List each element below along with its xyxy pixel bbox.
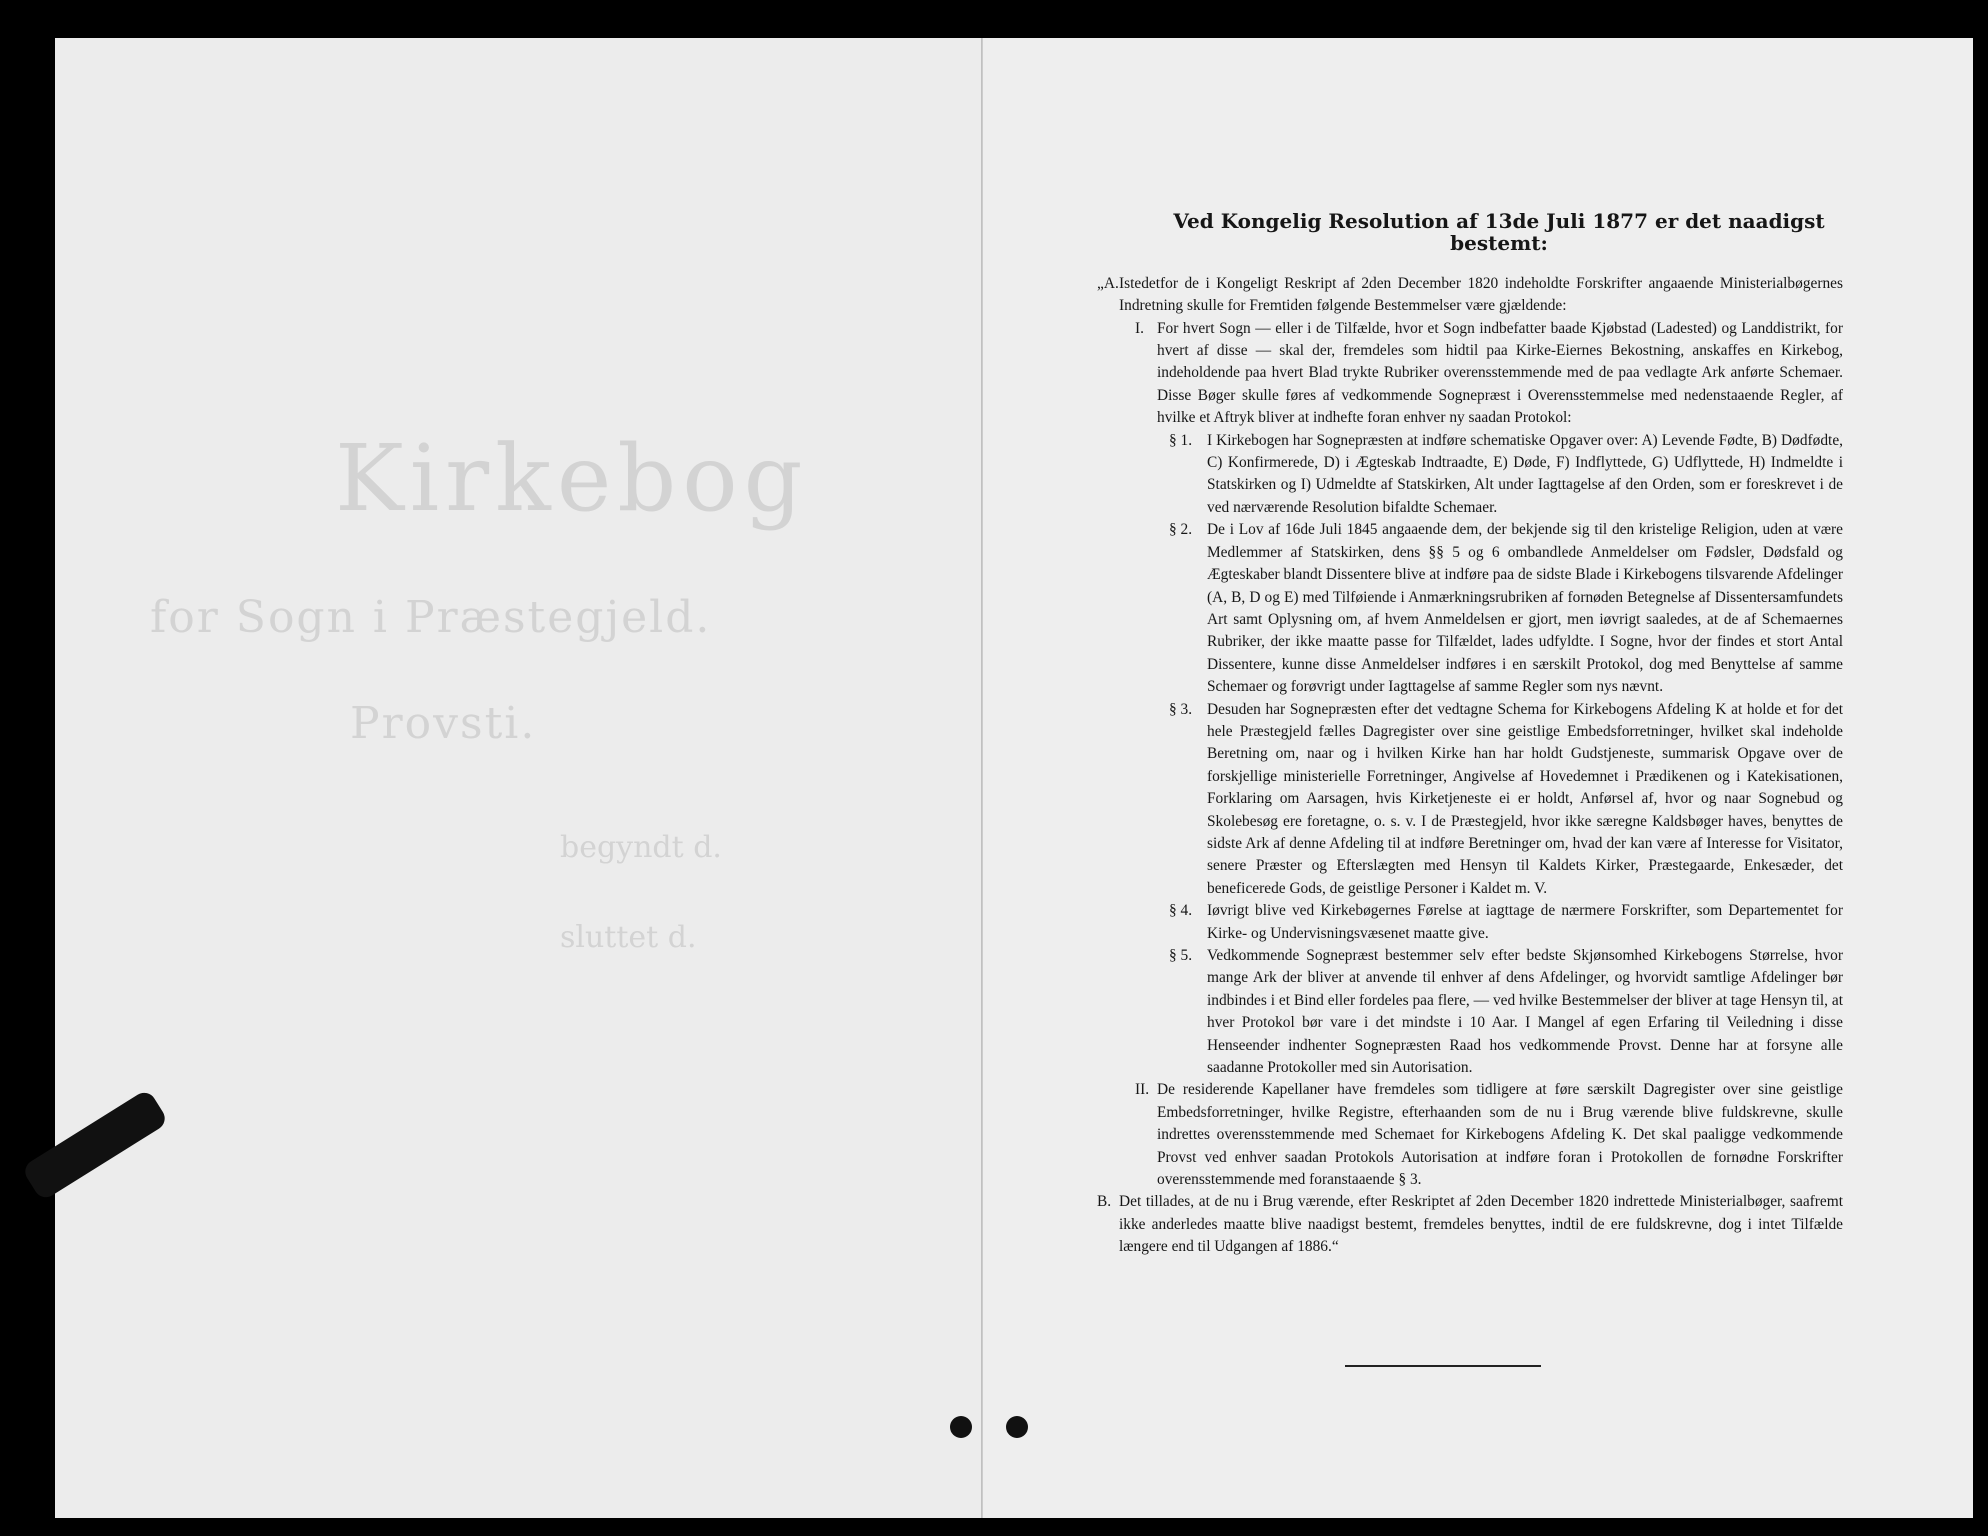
paragraph-4 [1169, 900, 1843, 945]
paragraph-text: De i Lov af 16de Juli 1845 angaaende dem, der bekjende sig til den kristelige Religion, uden at være Medlemmer af Statskirken, dens §§ 5 og 6 ombandlede Anmeldelser om Fødsler, Dødsfald og Ægteskaber blandt Dissentere blive at indføre paa de sidste Blade i Kirkebogens tilsvarende Afdelinger (A, B, D og E) med Tilføiende i Anmærkningsrubriken af fornøden Betegnelse af Dissentersamfundets Art samt Oplysning om, af hvem Anmeldelsen er gjort, men iøvrigt saaledes, at de af Schemaernes Rubriker, der ikke maatte passe for Tilfældet, lades udfyldte. I Sogne, hvor der findes et stort Antal Dissentere, kunne disse Anmeldelser indføres i en særskilt Protokol, dog med Benyttelse af samme Schemaer og forøvrigt under Iagttagelse af samme Regler som nys nævnt. [1207, 521, 1843, 696]
section-b [1097, 1191, 1843, 1258]
paragraph-label: § 5. [1169, 947, 1193, 964]
paragraph-text: I Kirkebogen har Sognepræsten at indføre schematiske Opgaver over: A) Levende Fødte, B) Dødfødte, C) Konfirmerede, D) i Ægteskab Indtraadte, E) Døde, F) Indflyttede, G) Udflyttede, H) Indmeldte i Statskirken og I) Udmeldte af Statskirken, Alt under Iagttagelse af den Orden, som er foreskrevet i de ved nærværende Resolution bifaldte Schemaer. [1207, 431, 1843, 516]
section-text: De residerende Kapellaner have fremdeles som tidligere at føre særskilt Dagregister over sine geistlige Embedsforretninger, hvilke Registre, efterhaanden som de nu i Brug værende blive fuldskrevne, skulle indrettes overensstemmende med Schemaet for Kirkebogens Afdeling K. Det skal paaligge vedkommende Provst ved enhver saadan Protokols Autorisation at indføre foran i Protokollen de fornødne Forskrifter overensstemmende med foranstaaende § 3. [1157, 1081, 1843, 1189]
section-text: Istedetfor de i Kongeligt Reskript af 2den December 1820 indeholdte Forskrifter angaaende Ministerialbøgernes Indretning skulle for Fremtiden følgende Bestemmelser være gjældende: [1119, 274, 1843, 315]
paragraph-label: § 3. [1169, 700, 1193, 718]
faded-ended-line: sluttet d. [560, 920, 697, 955]
paragraph-3 [1169, 699, 1843, 901]
section-a [1097, 273, 1843, 318]
section-i [1135, 318, 1843, 430]
paragraph-text: Iøvrigt blive ved Kirkebøgernes Førelse at iagttage de nærmere Forskrifter, som Departementet for Kirke- og Undervisningsvæsenet maatte give. [1207, 902, 1843, 942]
section-label: „A. [1097, 274, 1119, 292]
paragraph-label: § 2. [1169, 521, 1193, 539]
paragraph-5 [1169, 945, 1843, 1079]
section-ii [1135, 1079, 1843, 1191]
paragraph-label: § 1. [1169, 431, 1193, 449]
paragraph-label: § 4. [1169, 902, 1193, 920]
binding-hole-right [1006, 1416, 1028, 1438]
faded-deanery-line: Provsti. [350, 698, 537, 749]
section-label: II. [1135, 1081, 1150, 1099]
paragraph-2 [1169, 519, 1843, 698]
section-text: Det tillades, at de nu i Brug værende, efter Reskriptet af 2den December 1820 indrettede Ministerialbøger, saafremt ikke anderledes maatte blive naadigst bestemt, fremdeles benyttes, indtil de ere fuldskrevne, dog i intet Tilfælde længere end til Udgangen af 1886.“ [1119, 1193, 1843, 1256]
resolution-heading: Ved Kongelig Resolution af 13de Juli 1877 er det naadigst bestemt: [1173, 209, 1825, 256]
section-text: For hvert Sogn — eller i de Tilfælde, hvor et Sogn indbefatter baade Kjøbstad (Ladested) og Landdistrikt, for hvert af disse — skal der, fremdeles som hidtil paa Kirke-Eiernes Bekostning, anskaffes en Kirkebog, indeholdende paa hvert Blad trykte Rubriker overensstemmende med de paa vedlagte Ark anførte Schemaer. Disse Bøger skulle føres af vedkommende Sognepræst i Overensstemmelse med nedenstaaende Regler, af hvilke et Aftryk bliver at indhefte foran enhver ny saadan Protokol: [1157, 319, 1843, 427]
paragraph-1 [1169, 430, 1843, 520]
binding-hole-left [950, 1416, 972, 1438]
paragraph-text: Desuden har Sognepræsten efter det vedtagne Schema for Kirkebogens Afdeling K at holde et for det hele Præstegjeld fælles Dagregister over sine geistlige Embedsforretninger, hvilket skal indeholde Beretning om, naar og i hvilken Kirke han har holdt Gudstjeneste, summarisk Opgave over de forskjellige ministerielle Forretninger, Angivelse af Hovedemnet i Prædikenen og i Katekisationen, Forklaring om Aarsagen, hvis Kirketjeneste ei er holdt, Anførsel af, hvor og naar Sognebud og Skolebesøg ere foretagne, o. s. v. I de Præstegjeld, hvor ikke særegne Kaldsbøger haves, benyttes de sidste Ark af denne Afdeling til at indføre Beretninger om, hvad der kan være af Interesse for Visitator, senere Præster og Efterslægten med Hensyn til Kaldets Kirker, Præstegaarde, Enkesæder, det beneficerede Gods, de geistlige Personer i Kaldet m. V. [1207, 700, 1843, 897]
section-label: I. [1135, 319, 1144, 337]
faded-parish-line: for Sogn i Præstegjeld. [150, 592, 712, 643]
left-page [55, 38, 983, 1518]
paragraph-text: Vedkommende Sognepræst bestemmer selv efter bedste Skjønsomhed Kirkebogens Størrelse, hvor mange Ark der bliver at anvende til enhver af dens Afdelinger, og hvorvidt samtlige Afdelinger bør indbindes i et Bind eller fordeles paa flere, — ved hvilke Bestemmelser der bliver at tage Hensyn til, at hver Protokol bør vare i det mindste i 10 Aar. I Mangel af egen Erfaring til Veiledning i disse Henseender indhenter Sognepræsten Raad hos vedkommende Provst. Denne har at forsyne alle saadanne Protokoller med sin Autorisation. [1207, 947, 1843, 1077]
faded-title: Kirkebog [335, 425, 809, 532]
faded-begun-line: begyndt d. [560, 830, 722, 865]
resolution-text [1097, 209, 1843, 1259]
section-label: B. [1097, 1193, 1112, 1211]
closing-rule [1345, 1365, 1541, 1367]
